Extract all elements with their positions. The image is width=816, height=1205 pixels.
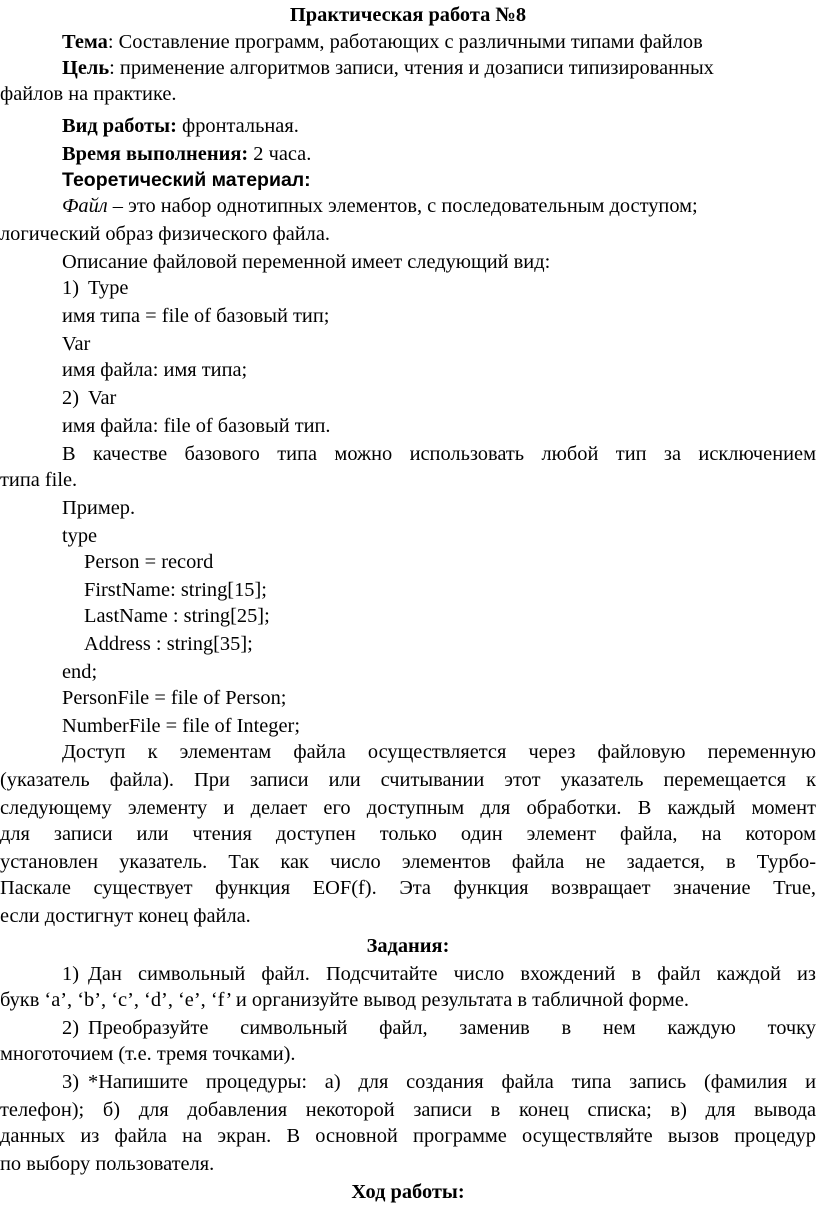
access-line-3: следующему элементу и делает его доступным для обработки. В каждый момент	[0, 797, 816, 819]
task2-line-2: многоточием (т.е. тремя точками).	[0, 1043, 296, 1065]
code-line-6: end;	[62, 661, 98, 683]
task1-line-1	[62, 961, 816, 987]
base-type-line-2: типа file.	[0, 469, 78, 491]
work-type-label: Вид работы:	[62, 115, 177, 137]
access-line-1: Доступ к элементам файла осуществляется через файловую переменную	[62, 741, 816, 763]
access-line-7: если достигнут конец файла.	[0, 905, 251, 927]
access-line-6: Паскале существует функция EOF(f). Эта функция возвращает значение True,	[0, 877, 816, 899]
code-line-7: PersonFile = file of Person;	[62, 687, 287, 709]
task2-num: 2)	[62, 1017, 79, 1039]
code-line-3: FirstName: string[15];	[84, 579, 267, 601]
goal-text-1: : применение алгоритмов записи, чтения и дозаписи типизированных	[109, 57, 714, 79]
task3-line-1	[62, 1069, 816, 1095]
variant1-line-2: имя типа = file of базовый тип;	[62, 305, 330, 327]
code-line-8: NumberFile = file of Integer;	[62, 715, 300, 737]
variant2-num: 2)	[62, 387, 79, 409]
task1-line-2: букв ‘a’, ‘b’, ‘c’, ‘d’, ‘e’, ‘f’ и организуйте вывод результата в табличной форме.	[0, 989, 689, 1011]
example-label: Пример.	[62, 497, 136, 519]
variant2-keyword: Var	[88, 387, 117, 409]
access-line-4: для записи или чтения доступен только один элемент файла, на котором	[0, 823, 816, 845]
code-line-5: Address : string[35];	[84, 633, 253, 655]
goal-line-2: файлов на практике.	[0, 83, 177, 105]
task3-text-1: *Напишите процедуры: а) для создания файла типа запись (фамилия и	[88, 1071, 816, 1093]
duration-line	[62, 141, 816, 167]
task2-line-1	[62, 1015, 816, 1041]
duration-value: 2 часа.	[248, 143, 312, 165]
variant2-line-1	[62, 385, 816, 411]
task3-line-4: по выбору пользователя.	[0, 1153, 215, 1175]
work-type-value: фронтальная.	[176, 115, 299, 137]
access-line-2: (указатель файла). При записи или считывании этот указатель перемещается к	[0, 769, 816, 791]
task3-line-2: телефон); б) для добавления некоторой записи в конец списка; в) для вывода	[0, 1099, 816, 1121]
code-line-4: LastName : string[25];	[84, 605, 270, 627]
variant1-num: 1)	[62, 277, 79, 299]
duration-label: Время выполнения:	[62, 143, 249, 165]
access-line-5: установлен указатель. Так как число элементов файла не задается, в Турбо-	[0, 851, 816, 873]
goal-label: Цель	[62, 57, 110, 79]
variant2-line-2: имя файла: file of базовый тип.	[62, 415, 331, 437]
task1-num: 1)	[62, 963, 79, 985]
topic-line	[62, 29, 816, 55]
base-type-line-1: В качестве базового типа можно использовать любой тип за исключением	[62, 443, 816, 465]
variant1-line-1	[62, 275, 816, 301]
topic-text: : Составление программ, работающих с различными типами файлов	[107, 31, 703, 53]
theory-heading: Теоретический материал:	[62, 169, 311, 191]
desc-intro: Описание файловой переменной имеет следующий вид:	[62, 251, 551, 273]
tasks-heading: Задания:	[366, 935, 450, 957]
task1-text-1: Дан символьный файл. Подсчитайте число вхождений в файл каждой из	[88, 963, 816, 985]
task3-line-3: данных из файла на экран. В основной программе осуществляйте вызов процедур	[0, 1125, 816, 1147]
code-line-1: type	[62, 525, 98, 547]
variant1-line-4: имя файла: имя типа;	[62, 359, 248, 381]
code-line-2: Person = record	[84, 551, 214, 573]
file-def-line-1	[62, 193, 816, 219]
progress-heading: Ход работы:	[351, 1181, 465, 1203]
file-def-text-1: – это набор однотипных элементов, с последовательным доступом;	[107, 195, 698, 217]
variant1-keyword: Type	[88, 277, 129, 299]
variant1-line-3: Var	[62, 333, 91, 355]
topic-label: Тема	[62, 31, 108, 53]
file-def-line-2: логический образ физического файла.	[0, 223, 330, 245]
goal-line-1	[62, 55, 816, 81]
file-term: Файл	[62, 195, 108, 217]
page-title: Практическая работа №8	[289, 4, 527, 26]
task3-num: 3)	[62, 1071, 79, 1093]
task2-text-1: Преобразуйте символьный файл, заменив в нем каждую точку	[88, 1017, 816, 1039]
work-type-line	[62, 113, 816, 139]
